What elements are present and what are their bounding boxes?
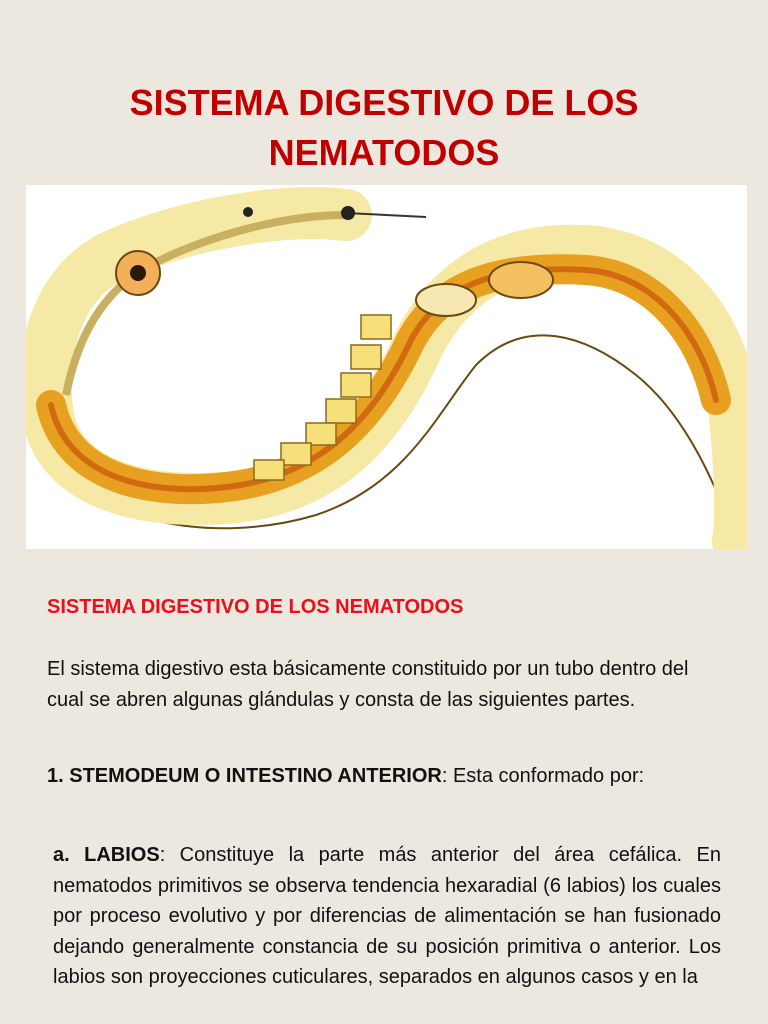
nematode-illustration-icon (26, 185, 747, 549)
nematode-figure (26, 185, 747, 549)
slide-title: SISTEMA DIGESTIVO DE LOS NEMATODOS (129, 82, 639, 173)
point-stemodeum-text: : Esta conformado por: (441, 765, 645, 787)
labios-text: : Constituye la parte más anterior del área cefálica. En nematodos primitivos se observa tendencia hexaradial (6 labios) los cuales por proceso evolutivo y por diferencias de alimentación se han fusionado dejando generalmente constancia de su posición primitiva o anterior. Los labios son proyecciones cuticulares, separados en algunos casos y en la (53, 844, 722, 988)
nematode-gut (51, 269, 716, 489)
intro-paragraph: El sistema digestivo esta básicamente constituido por un tubo dentro del cual se abren algunas glándulas y consta de las siguientes partes. (47, 658, 689, 711)
point-stemodeum-label: 1. STEMODEUM O INTESTINO ANTERIOR (47, 765, 442, 787)
section-heading: SISTEMA DIGESTIVO DE LOS NEMATODOS (47, 596, 464, 618)
labios-label: a. LABIOS (53, 844, 160, 866)
labios-paragraph (53, 840, 721, 993)
point-stemodeum (47, 765, 644, 788)
